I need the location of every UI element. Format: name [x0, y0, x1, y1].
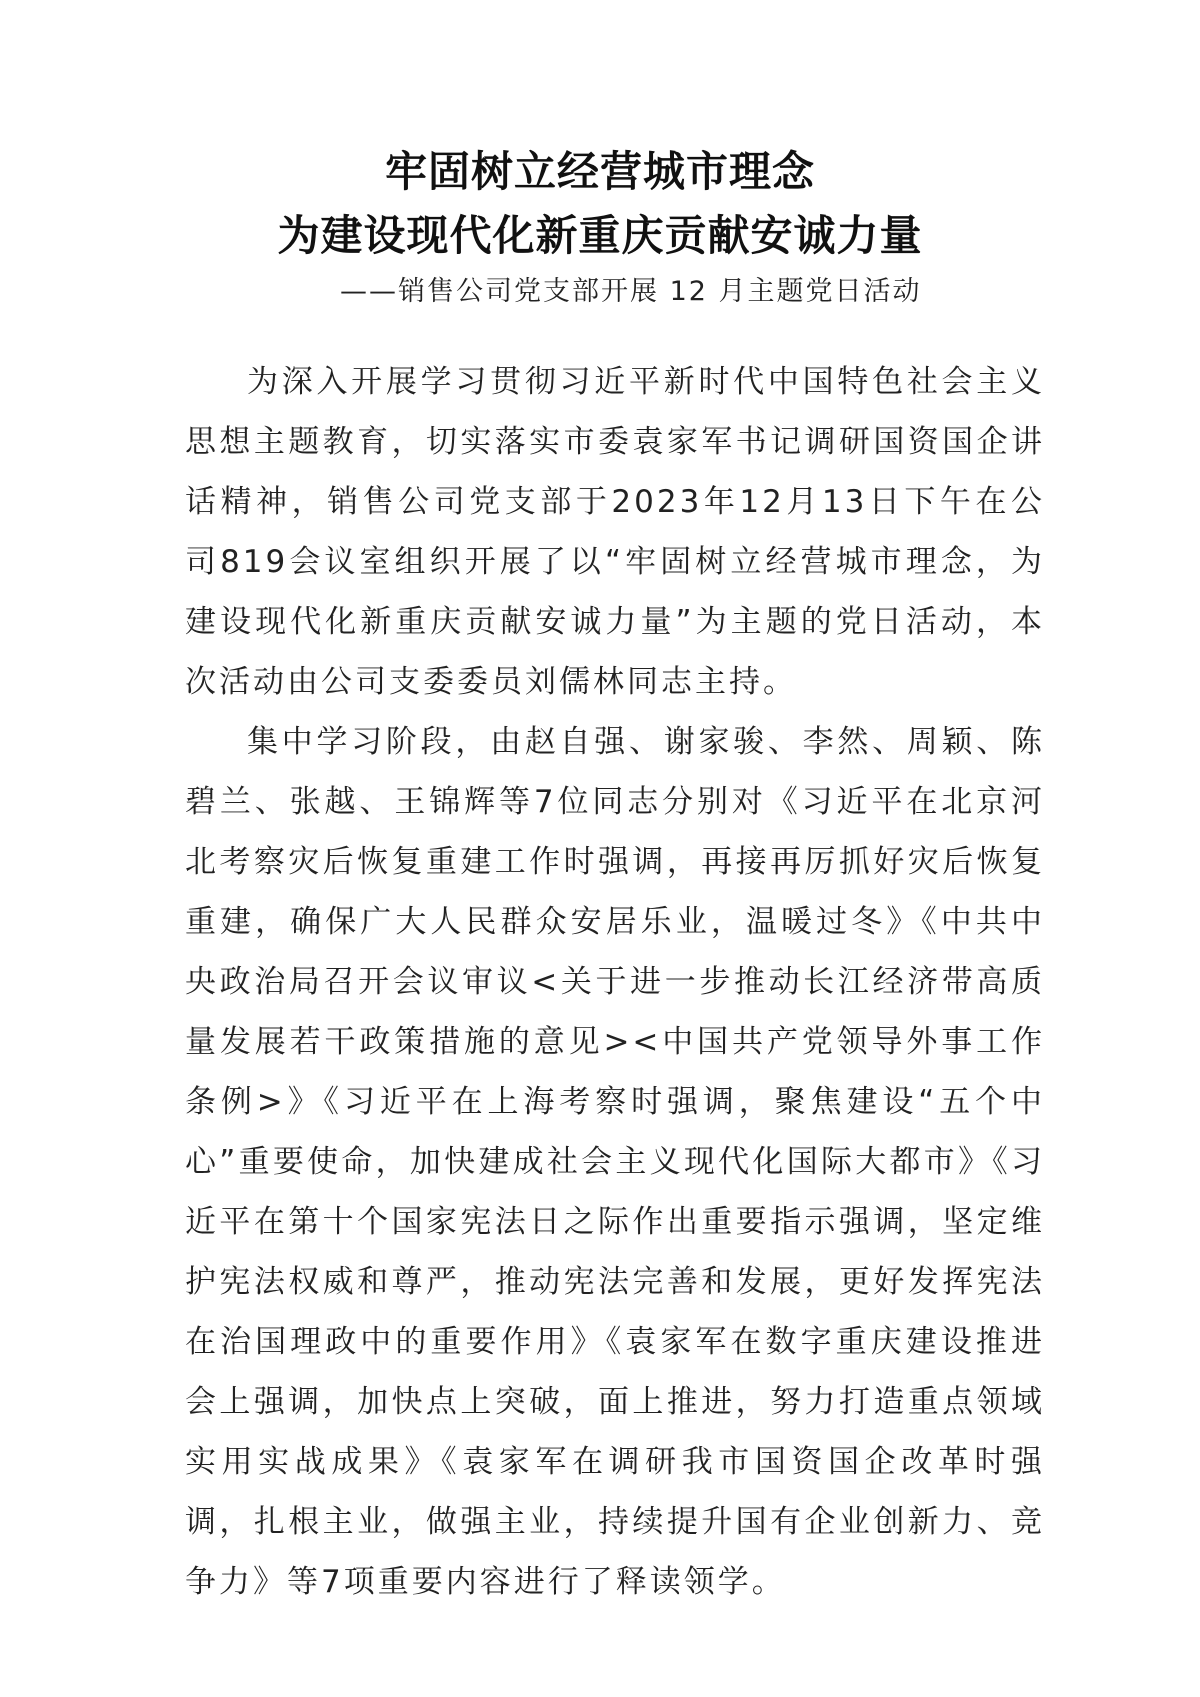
paragraph-study: 集中学习阶段，由赵自强、谢家骏、李然、周颖、陈碧兰、张越、王锦辉等7位同志分别对《习近平在北京河北考察灾后恢复重建工作时强调，再接再厉抓好灾后恢复重建，确保广大人民群众安居乐业，温暖过冬》《中共中央政治局召开会议审议<关于进一步推动长江经济带高质量发展若干政策措施的意见><中国共产党领导外事工作条例>》《习近平在上海考察时强调，聚焦建设“五个中心”重要使命，加快建成社会主义现代化国际大都市》《习近平在第十个国家宪法日之际作出重要指示强调，坚定维护宪法权威和尊严，推动宪法完善和发展，更好发挥宪法在治国理政中的重要作用》《袁家军在数字重庆建设推进会上强调，加快点上突破，面上推进，努力打造重点领域实用实战成果》《袁家军在调研我市国资国企改革时强调，扎根主业，做强主业，持续提升国有企业创新力、竞争力》等7项重要内容进行了释读领学。: [185, 724, 1045, 1600]
document-title-line-1: 牢固树立经营城市理念: [384, 147, 815, 196]
document-body: [185, 352, 1045, 1612]
document-subtitle: ——销售公司党支部开展 12 月主题党日活动: [340, 276, 922, 307]
document-title-line-2: 为建设现代化新重庆贡献安诚力量: [277, 211, 923, 260]
paragraph-intro: 为深入开展学习贯彻习近平新时代中国特色社会主义思想主题教育，切实落实市委袁家军书记调研国资国企讲话精神，销售公司党支部于2023年12月13日下午在公司819会议室组织开展了以“牢固树立经营城市理念，为建设现代化新重庆贡献安诚力量”为主题的党日活动，本次活动由公司支委委员刘儒林同志主持。: [185, 364, 1045, 700]
title-block: [0, 140, 1200, 268]
